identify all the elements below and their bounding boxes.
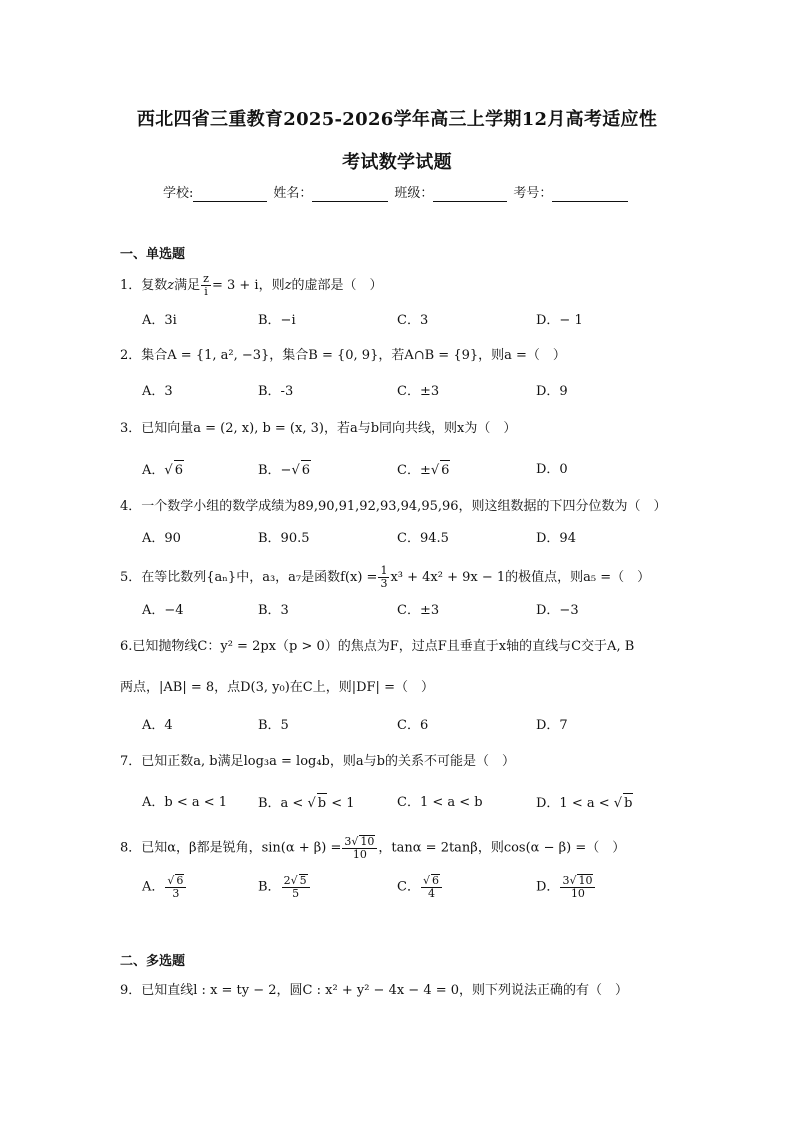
class-blank[interactable] [433, 186, 507, 202]
q8-b-den: 5 [292, 887, 300, 900]
q3-a-label: A． [142, 463, 165, 478]
q4-option-a[interactable]: A．90 [142, 531, 181, 546]
q1-option-c[interactable]: C．3 [397, 313, 429, 328]
school-blank[interactable] [193, 186, 267, 202]
class-label: 班级： [394, 186, 434, 201]
q1-post: ，则 [258, 278, 285, 293]
q2-option-c[interactable]: C．±3 [397, 384, 440, 399]
q1-frac-den: i [204, 285, 208, 298]
q8-a-label: A． [142, 879, 165, 895]
section-heading-multi: 二、多选题 [120, 954, 186, 969]
name-blank[interactable] [312, 186, 388, 202]
q5-option-d[interactable]: D．−3 [536, 603, 579, 618]
question-7: 7．已知正数a, b满足log₃a = log₄b，则a与b的关系不可能是（ ） [120, 754, 515, 769]
q8-post: ，tanα = 2tanβ，则cos(α − β) =（ ） [378, 840, 626, 856]
q7-option-a[interactable]: A．b < a < 1 [142, 795, 228, 810]
question-6-line-1: 6.已知抛物线C：y² = 2px（p > 0）的焦点为F，过点F且垂直于x轴的直线与C交于A, B [120, 639, 635, 654]
q1-post2: 的虚部是（ ） [291, 278, 383, 293]
q8-a-den: 3 [172, 887, 180, 900]
q3-b-radicand: 6 [301, 460, 311, 481]
student-info-row [163, 182, 634, 202]
q3-option-d[interactable]: D．0 [536, 462, 568, 477]
q5-frac-den: 3 [380, 577, 388, 590]
q8-d-num: 3√ 10 [560, 874, 595, 888]
q1-var-2: z [284, 278, 292, 293]
q5-option-b[interactable]: B．3 [258, 603, 289, 618]
q1-rhs: = 3 + i [211, 278, 259, 293]
q4-option-c[interactable]: C．94.5 [397, 531, 449, 546]
q1-pre: 1．复数 [120, 278, 168, 293]
q8-b-coef: 2 [283, 874, 291, 887]
q5-fraction [378, 565, 389, 590]
question-8 [120, 835, 625, 861]
q1-var: z [167, 278, 175, 293]
q7-b-pre: B．a < [258, 796, 304, 811]
q8-c-radicand: 6 [431, 874, 439, 887]
q2-option-d[interactable]: D．9 [536, 384, 568, 399]
q6-option-c[interactable]: C．6 [397, 718, 429, 733]
question-9: 9．已知直线l : x = ty − 2，圆C : x² + y² − 4x − 4 = 0，则下列说法正确的有（ ） [120, 983, 629, 998]
name-label: 姓名： [273, 186, 313, 201]
q7-d-radicand: b [623, 793, 633, 814]
q8-b-label: B． [258, 879, 281, 895]
q1-frac-num: z [203, 272, 209, 285]
q1-option-d[interactable]: D．− 1 [536, 313, 583, 328]
q1-fraction [201, 273, 211, 298]
q8-radicand: 10 [360, 835, 375, 848]
q5-option-c[interactable]: C．±3 [397, 603, 440, 618]
question-1 [120, 273, 382, 298]
q6-option-a[interactable]: A．4 [142, 718, 173, 733]
q8-a-num: √ 6 [165, 874, 186, 888]
q1-option-b[interactable]: B．−i [258, 313, 296, 328]
q8-d-coef: 3 [562, 874, 570, 887]
q1-option-a[interactable]: A．3i [142, 313, 177, 328]
q4-option-b[interactable]: B．90.5 [258, 531, 310, 546]
q5-pre: 5．在等比数列{aₙ}中，a₃，a₇是函数f(x) = [120, 570, 378, 585]
question-5 [120, 565, 650, 590]
q8-a-fraction [165, 874, 186, 900]
q1-mid: 满足 [174, 278, 201, 293]
q2-option-b[interactable]: B．-3 [258, 384, 294, 399]
q3-option-a[interactable]: A．√ 6 [142, 460, 184, 481]
question-6-line-2: 两点，|AB| = 8，点D(3, y₀)在C上，则|DF| =（ ） [120, 680, 434, 695]
q3-option-c[interactable]: C．±√ 6 [397, 460, 450, 481]
q8-coef: 3 [344, 835, 352, 848]
q8-option-c[interactable] [397, 874, 443, 900]
q8-d-label: D． [536, 879, 560, 895]
q8-option-b[interactable] [258, 874, 311, 900]
q8-frac-num: 3√ 10 [342, 835, 377, 849]
q3-a-radicand: 6 [174, 460, 184, 481]
question-2: 2．集合A = {1, a², −3}，集合B = {0, 9}，若A∩B = {9}，则a =（ ） [120, 348, 566, 363]
q8-c-den: 4 [427, 887, 435, 900]
q8-d-fraction [560, 874, 595, 900]
q3-b-label: B．− [258, 463, 292, 478]
q7-option-d[interactable]: D．1 < a < √ b [536, 793, 633, 814]
exam-no-blank[interactable] [552, 186, 628, 202]
exam-no-label: 考号： [513, 186, 553, 201]
q8-frac-den: 10 [352, 848, 367, 861]
q8-d-radicand: 10 [578, 874, 593, 887]
q6-option-b[interactable]: B．5 [258, 718, 289, 733]
q8-c-label: C． [397, 879, 420, 895]
q5-post: x³ + 4x² + 9x − 1的极值点，则a₅ =（ ） [390, 570, 651, 585]
q8-a-radicand: 6 [176, 874, 184, 887]
q7-b-radicand: b [317, 793, 327, 814]
q8-b-num: 2√ 5 [282, 874, 310, 888]
q8-c-num: √ 6 [421, 874, 442, 888]
q7-b-post: < 1 [331, 796, 355, 811]
page-title: 西北四省三重教育2025-2026学年高三上学期12月高考适应性 [136, 109, 658, 130]
q2-option-a[interactable]: A．3 [142, 384, 173, 399]
q4-option-d[interactable]: D．94 [536, 531, 576, 546]
q8-c-fraction [421, 874, 442, 900]
page-subtitle: 考试数学试题 [342, 152, 452, 173]
q6-option-d[interactable]: D．7 [536, 718, 568, 733]
q7-d-pre: D．1 < a < [536, 796, 610, 811]
q8-option-d[interactable] [536, 874, 596, 900]
q3-c-label: C．± [397, 463, 431, 478]
q8-b-radicand: 5 [299, 874, 307, 887]
q8-pre: 8．已知α，β都是锐角，sin(α + β) = [120, 840, 342, 856]
question-3: 3．已知向量a = (2, x), b = (x, 3)，若a与b同向共线，则x为（ ） [120, 421, 517, 436]
q3-option-b[interactable]: B．−√ 6 [258, 460, 311, 481]
q8-fraction [342, 835, 377, 861]
q7-option-c[interactable]: C．1 < a < b [397, 795, 483, 810]
q8-b-fraction [282, 874, 310, 900]
q8-d-den: 10 [570, 887, 585, 900]
question-4: 4．一个数学小组的数学成绩为89,90,91,92,93,94,95,96，则这组数据的下四分位数为（ ） [120, 499, 667, 514]
school-label: 学校: [163, 186, 194, 201]
q5-option-a[interactable]: A．−4 [142, 603, 184, 618]
q3-c-radicand: 6 [440, 460, 450, 481]
section-heading-single: 一、单选题 [120, 247, 186, 262]
q8-option-a[interactable] [142, 874, 187, 900]
q7-option-b[interactable]: B．a < √ b < 1 [258, 793, 355, 814]
q5-frac-num: 1 [380, 564, 388, 577]
